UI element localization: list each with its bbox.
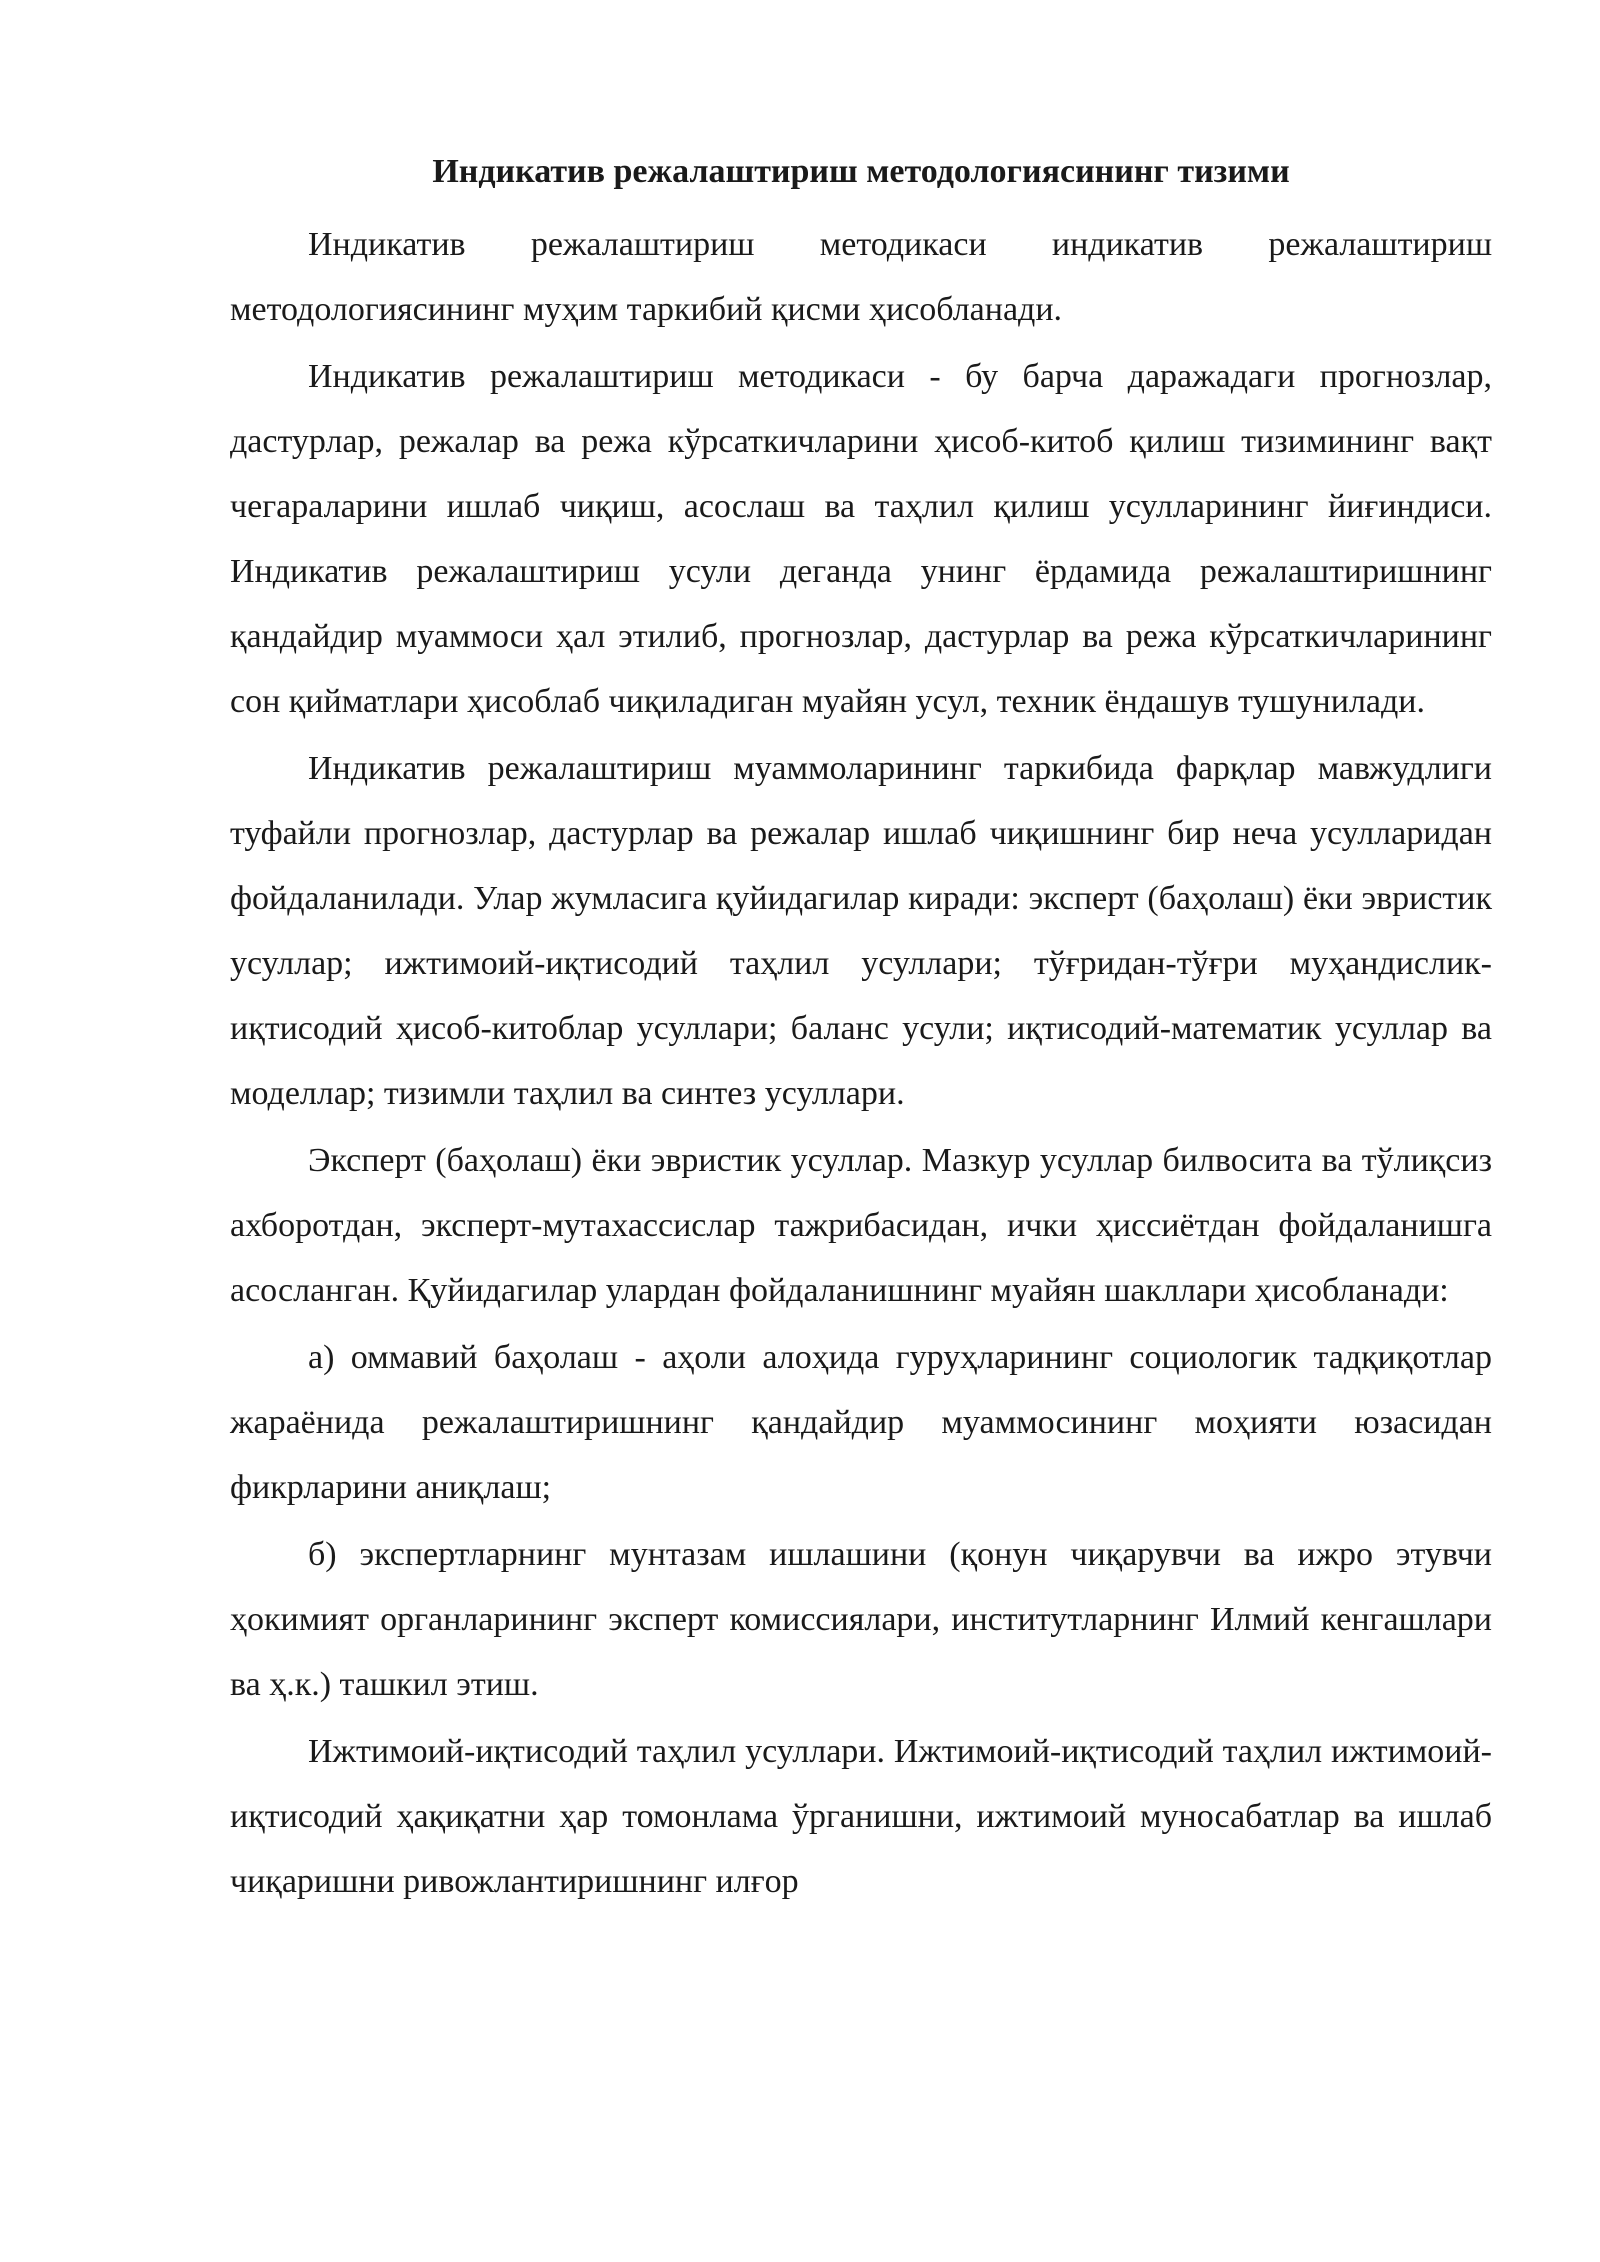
paragraph-1: Индикатив режалаштириш методикаси индикатив режалаштириш методологиясининг муҳим таркибий қисми ҳисобланади. [230,226,1492,328]
paragraph-2: Индикатив режалаштириш методикаси - бу барча даражадаги прогнозлар, дастурлар, режалар ва режа кўрсаткичларини ҳисоб-китоб қилиш тизимининг вақт чегараларини ишлаб чиқиш, асослаш ва таҳлил қилиш усулларининг йиғиндиси. Индикатив режалаштириш усули деганда унинг ёрдамида режалаштиришнинг қандайдир муаммоси ҳал этилиб, прогнозлар, дастурлар ва режа кўрсаткичларининг сон қийматлари ҳисоблаб чиқиладиган муайян усул, техник ёндашув тушунилади. [230,358,1492,720]
list-item-a: а) оммавий баҳолаш - аҳоли алоҳида гуруҳларининг социологик тадқиқотлар жараёнида режалаштиришнинг қандайдир муаммосининг моҳияти юзасидан фикрларини аниқлаш; [230,1339,1492,1506]
list-item-b: б) экспертларнинг мунтазам ишлашини (қонун чиқарувчи ва ижро этувчи ҳокимият органларининг эксперт комиссиялари, институтларнинг Илмий кенгашлари ва ҳ.к.) ташкил этиш. [230,1536,1492,1703]
paragraph-4: Эксперт (баҳолаш) ёки эвристик усуллар. Мазкур усуллар билвосита ва тўлиқсиз ахборотдан, эксперт-мутахассислар тажрибасидан, ички ҳиссиётдан фойдаланишга асосланган. Қуйидагилар улардан фойдаланишнинг муайян шакллари ҳисобланади: [230,1142,1492,1309]
paragraph-7: Ижтимоий-иқтисодий таҳлил усуллари. Ижтимоий-иқтисодий таҳлил ижтимоий-иқтисодий ҳақиқатни ҳар томонлама ўрганишни, ижтимоий муносабатлар ва ишлаб чиқаришни ривожлантиришнинг илғор [230,1733,1492,1900]
document-page [230,150,1492,1916]
document-title: Индикатив режалаштириш методологиясининг тизими [432,153,1290,190]
paragraph-3: Индикатив режалаштириш муаммоларининг таркибида фарқлар мавжудлиги туфайли прогнозлар, дастурлар ва режалар ишлаб чиқишнинг бир неча усулларидан фойдаланилади. Улар жумласига қуйидагилар киради: эксперт (баҳолаш) ёки эвристик усуллар; ижтимоий-иқтисодий таҳлил усуллари; тўғридан-тўғри муҳандислик-иқтисодий ҳисоб-китоблар усуллари; баланс усули; иқтисодий-математик усуллар ва моделлар; тизимли таҳлил ва синтез усуллари. [230,750,1492,1112]
